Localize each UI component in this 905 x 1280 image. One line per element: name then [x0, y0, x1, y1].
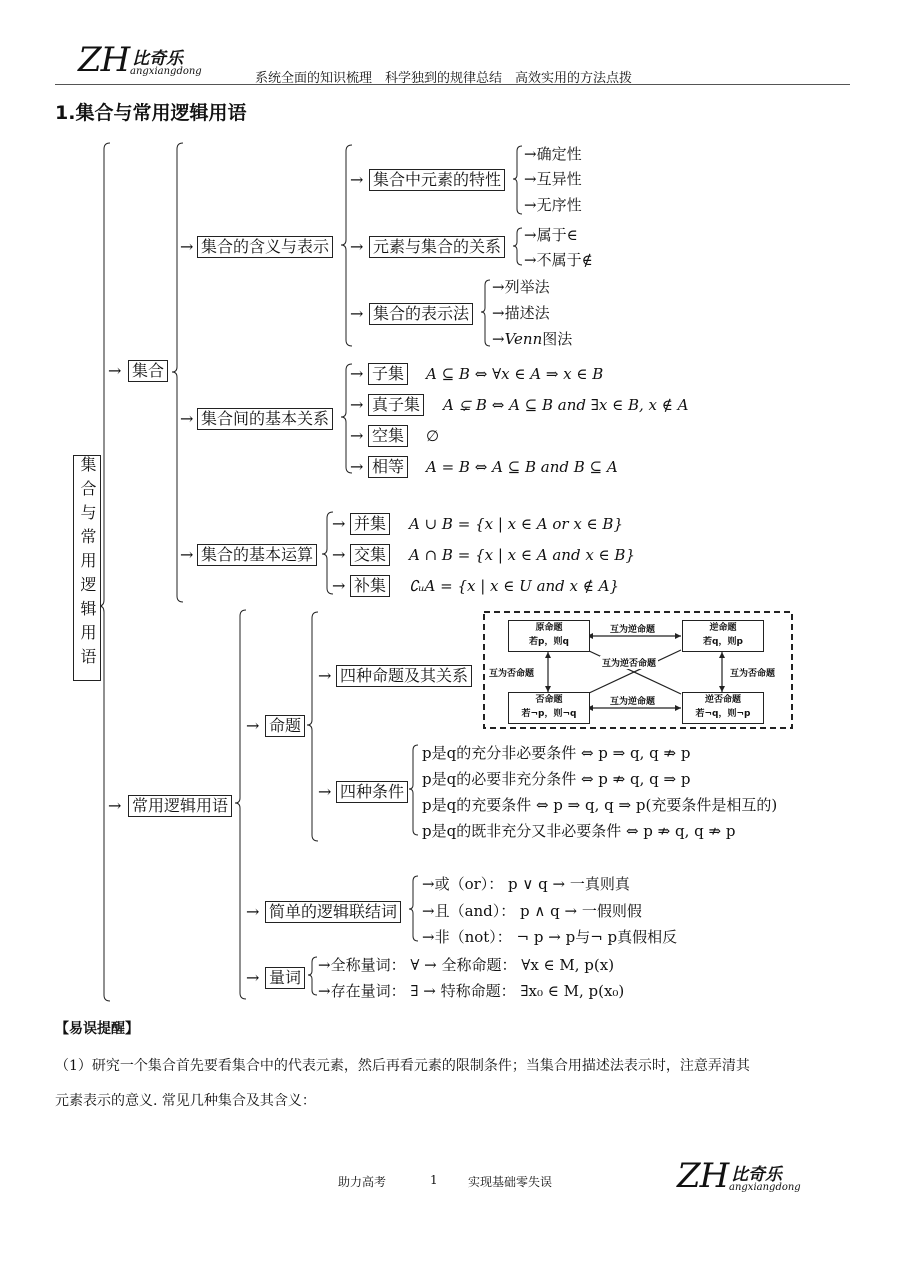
converse-prop-form: 若q，则p [703, 637, 743, 647]
inverse-prop-title: 否命题 [535, 695, 563, 705]
properties-node: 集合中元素的特性 [369, 169, 505, 191]
rel-contra-center: 互为逆否命题 [600, 656, 658, 669]
connective-item: →非（not）： ¬ p → p与¬ p真假相反 [422, 928, 678, 946]
sets-node: 集合 [128, 360, 168, 382]
arrow: → [350, 237, 364, 256]
arrow: → [350, 170, 364, 189]
arrow: → [180, 409, 194, 428]
arrow: → [332, 514, 346, 533]
subset-node: 子集 [368, 363, 408, 385]
reminder-line2: 元素表示的意义. 常见几种集合及其含义： [55, 1093, 316, 1109]
complement-formula: ∁ᵤA = {x | x ∈ U and x ∉ A} [409, 577, 620, 595]
converse-prop-title: 逆命题 [709, 623, 737, 633]
four-props-node: 四种命题及其关系 [336, 665, 472, 687]
arrow: → [180, 545, 194, 564]
property-item: →互异性 [524, 170, 582, 188]
intersection-node: 交集 [350, 544, 390, 566]
condition-item: p是q的既非充分又非必要条件 ⇔ p ⇏ q, q ⇏ p [422, 822, 736, 840]
footer-logo-main: ZH [677, 1156, 729, 1196]
logo-main: ZH [78, 40, 130, 80]
connective-item: →或（or）： p ∨ q → 一真则真 [422, 875, 630, 893]
original-prop-title: 原命题 [535, 623, 563, 633]
inverse-prop [508, 692, 590, 724]
rel-converse-bottom: 互为逆命题 [608, 694, 657, 707]
rel-converse-top: 互为逆命题 [608, 622, 657, 635]
property-item: →无序性 [524, 196, 582, 214]
logo-script: 比奇乐 [132, 49, 183, 69]
empty-set-node: 空集 [368, 425, 408, 447]
footer-page: 1 [430, 1173, 438, 1187]
root-label: 集合与常用逻辑用语 [78, 456, 97, 672]
converse-prop [682, 620, 764, 652]
footer-logo-sub: angxiangdong [729, 1182, 801, 1193]
rel-inverse-left: 互为否命题 [487, 666, 536, 679]
footer-right: 实现基础零失误 [468, 1175, 553, 1189]
representation-node: 集合的表示法 [369, 303, 473, 325]
proper-subset-formula: A ⊊ B ⇔ A ⊆ B and ∃x ∈ B, x ∉ A [443, 396, 689, 414]
inverse-prop-form: 若¬p，则¬q [521, 709, 577, 719]
root-node [73, 455, 101, 681]
arrow: → [108, 361, 122, 380]
arrow: → [332, 576, 346, 595]
union-formula: A ∪ B = {x | x ∈ A or x ∈ B} [409, 515, 623, 533]
connectives-node: 简单的逻辑联结词 [265, 901, 401, 923]
quantifier-item: →全称量词： ∀ → 全称命题： ∀x ∈ M, p(x) [318, 956, 615, 974]
arrow: → [246, 902, 260, 921]
four-conditions-node: 四种条件 [336, 781, 408, 803]
condition-item: p是q的必要非充分条件 ⇔ p ⇏ q, q ⇒ p [422, 770, 691, 788]
original-prop-form: 若p，则q [529, 637, 569, 647]
subset-formula: A ⊆ B ⇔ ∀x ∈ A ⇒ x ∈ B [426, 365, 604, 383]
logo-sub: angxiangdong [130, 66, 202, 77]
empty-set-formula: ∅ [426, 427, 440, 445]
quantifier-item: →存在量词： ∃ → 特称命题： ∃x₀ ∈ M, p(x₀) [318, 982, 625, 1000]
representation-item: →列举法 [492, 278, 550, 296]
complement-node: 补集 [350, 575, 390, 597]
representation-item: →描述法 [492, 304, 550, 322]
header-tagline: 系统全面的知识梳理 科学独到的规律总结 高效实用的方法点拨 [255, 71, 633, 86]
union-node: 并集 [350, 513, 390, 535]
arrow: → [332, 545, 346, 564]
representation-item: →Venn图法 [492, 330, 573, 348]
relation-item: →不属于∉ [524, 251, 593, 269]
condition-item: p是q的充分非必要条件 ⇔ p ⇒ q, q ⇏ p [422, 744, 691, 762]
operations-node: 集合的基本运算 [197, 544, 317, 566]
arrow: → [108, 796, 122, 815]
relation-node: 元素与集合的关系 [369, 236, 505, 258]
footer-left: 助力高考 [338, 1175, 387, 1189]
relation-item: →属于∈ [524, 226, 578, 244]
meaning-node: 集合的含义与表示 [197, 236, 333, 258]
arrow: → [246, 968, 260, 987]
arrow: → [350, 364, 364, 383]
equal-node: 相等 [368, 456, 408, 478]
arrow: → [350, 304, 364, 323]
section-title: 1.集合与常用逻辑用语 [55, 102, 247, 124]
reminder-line1: （1）研究一个集合首先要看集合中的代表元素，然后再看元素的限制条件；当集合用描述法表示时，注意弄清其 [55, 1058, 750, 1074]
logic-node: 常用逻辑用语 [128, 795, 232, 817]
arrow: → [350, 426, 364, 445]
original-prop [508, 620, 590, 652]
property-item: →确定性 [524, 145, 582, 163]
arrow: → [246, 716, 260, 735]
arrow: → [180, 237, 194, 256]
basic-relations-node: 集合间的基本关系 [197, 408, 333, 430]
arrow: → [350, 457, 364, 476]
footer-logo [677, 1156, 728, 1196]
arrow: → [350, 395, 364, 414]
connective-item: →且（and）： p ∧ q → 一假则假 [422, 902, 642, 920]
reminder-title: 【易误提醒】 [55, 1021, 139, 1037]
contrapositive-prop-form: 若¬q，则¬p [695, 709, 751, 719]
proper-subset-node: 真子集 [368, 394, 424, 416]
footer-logo-script: 比奇乐 [731, 1165, 782, 1185]
arrow: → [318, 666, 332, 685]
rel-inverse-right: 互为否命题 [728, 666, 777, 679]
propositions-node: 命题 [265, 715, 305, 737]
intersection-formula: A ∩ B = {x | x ∈ A and x ∈ B} [409, 546, 635, 564]
quantifiers-node: 量词 [265, 967, 305, 989]
contrapositive-prop [682, 692, 764, 724]
condition-item: p是q的充要条件 ⇔ p ⇒ q, q ⇒ p(充要条件是相互的) [422, 796, 778, 814]
arrow: → [318, 782, 332, 801]
contrapositive-prop-title: 逆否命题 [704, 695, 741, 705]
equal-formula: A = B ⇔ A ⊆ B and B ⊆ A [426, 458, 618, 476]
